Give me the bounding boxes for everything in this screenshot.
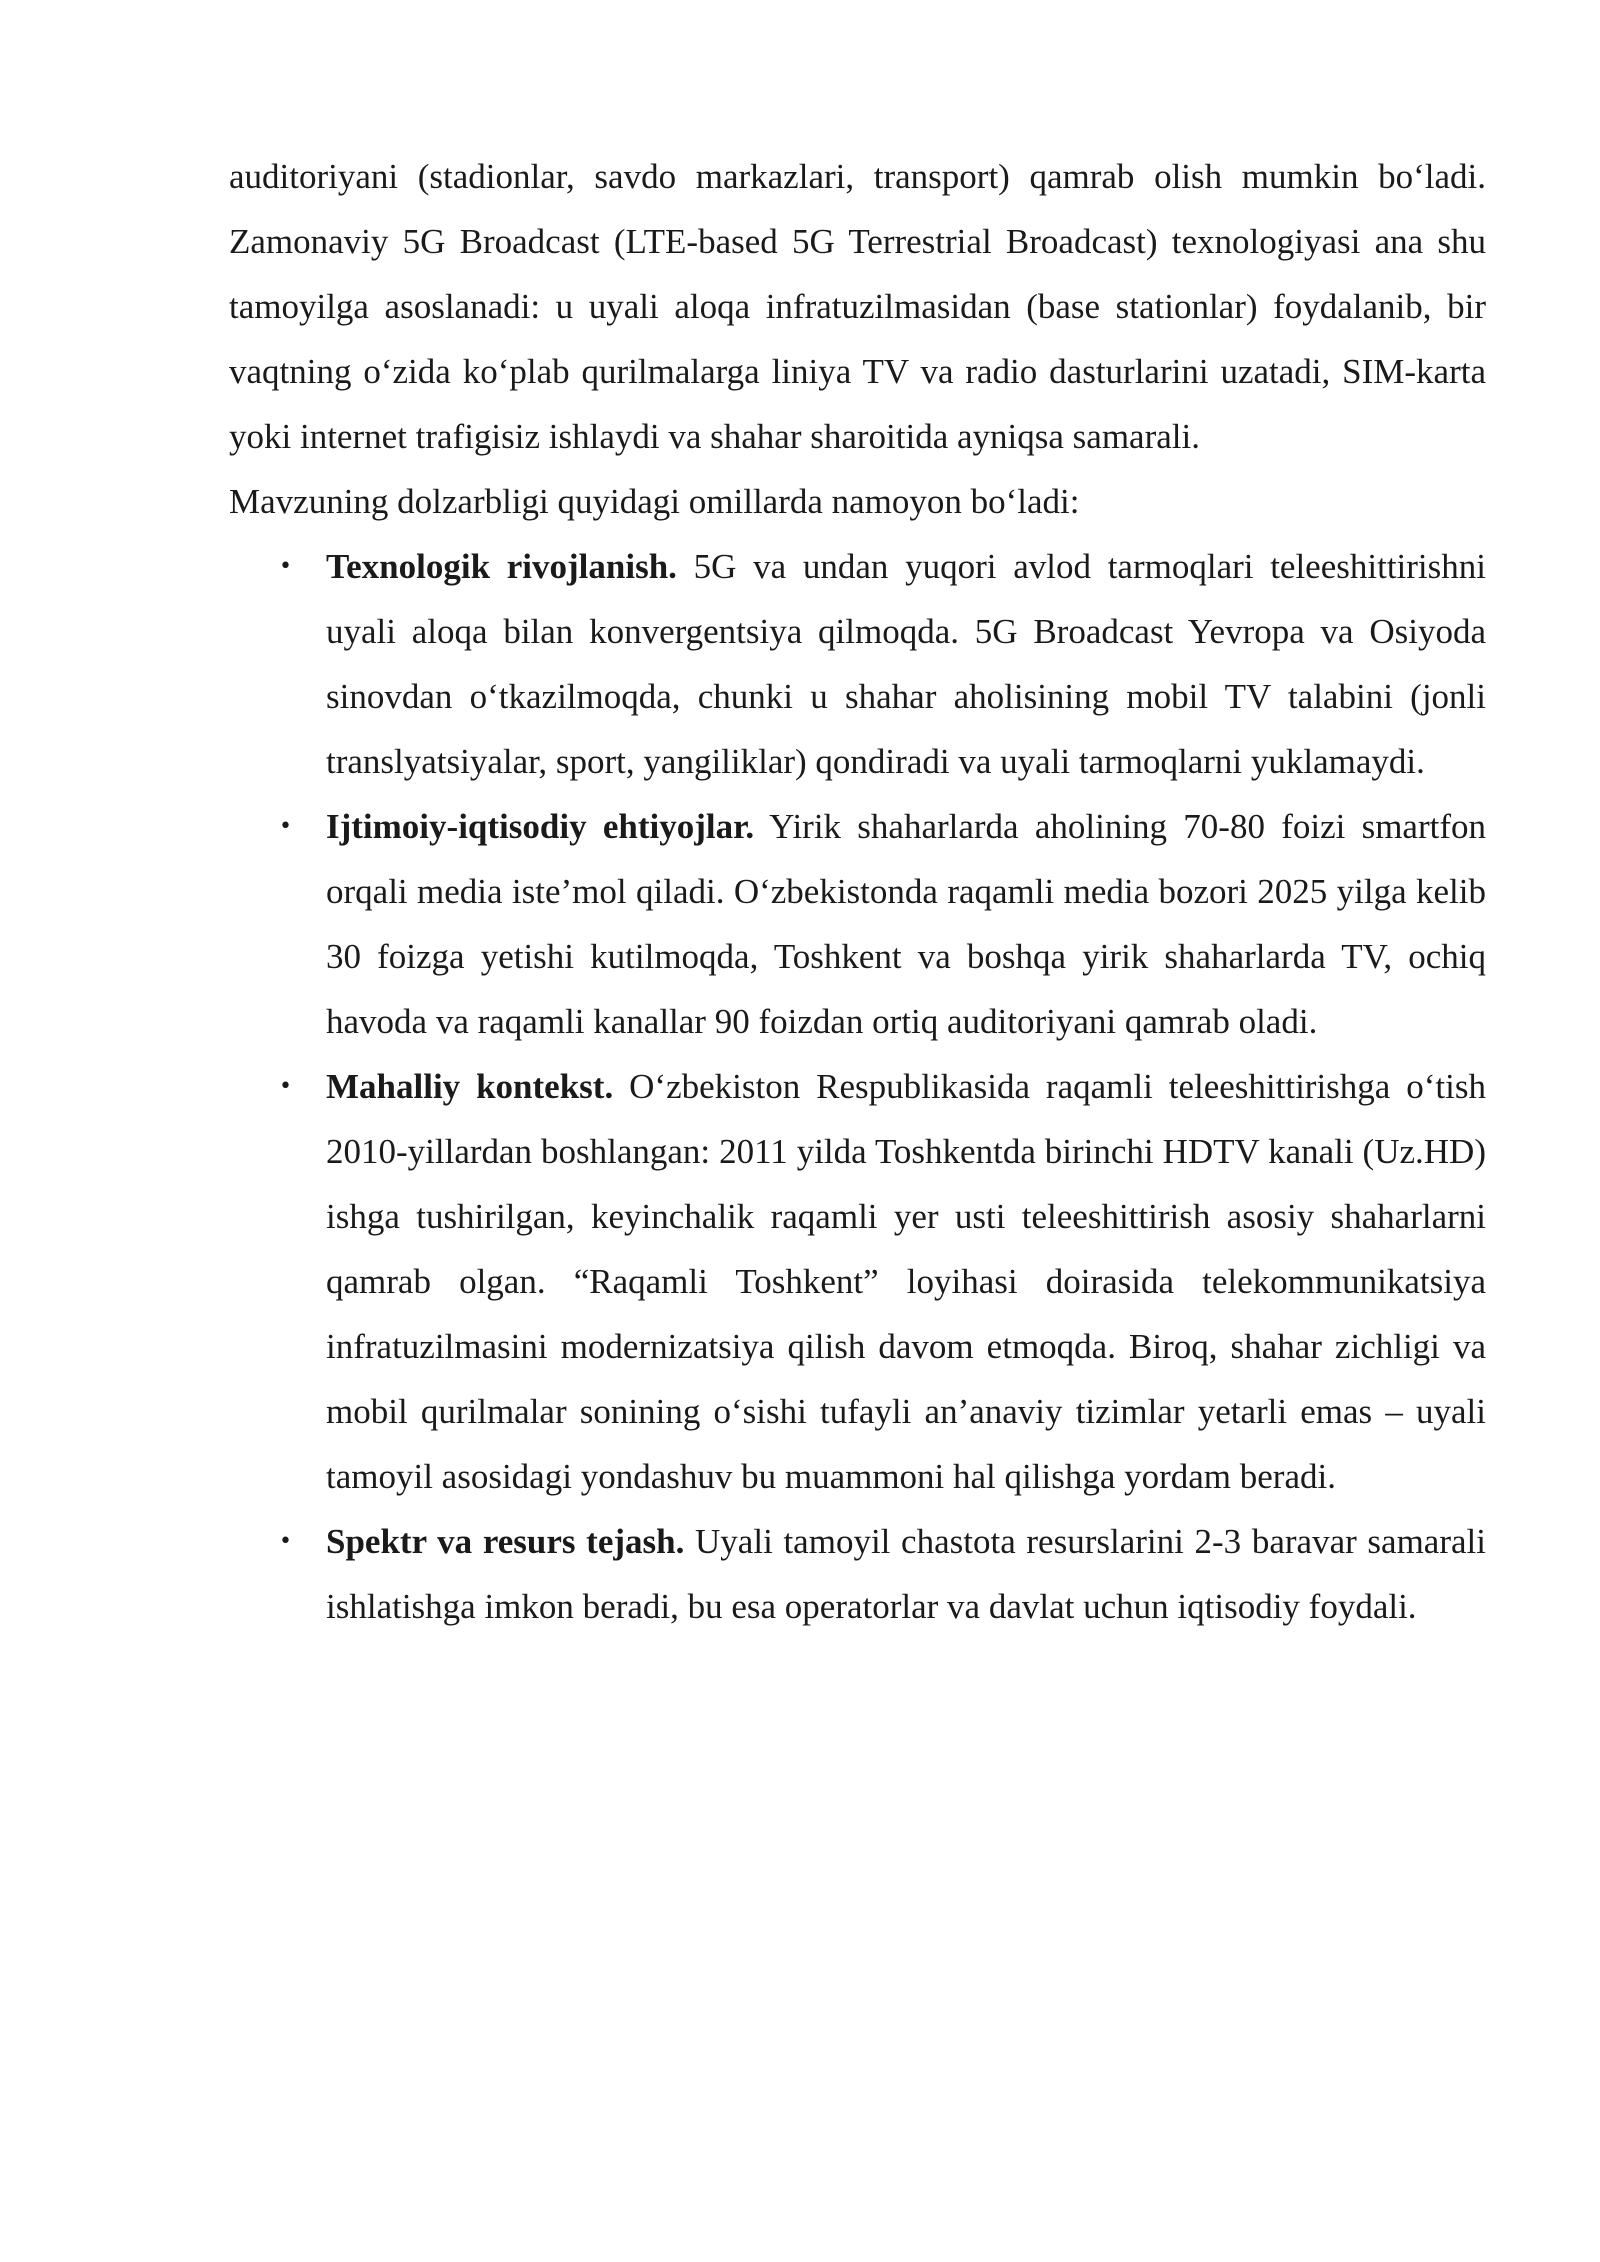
list-item-heading: Spektr va resurs tejash. [326, 1522, 685, 1561]
bullet-icon: • [279, 814, 292, 839]
bullet-icon: • [279, 1074, 292, 1099]
list-item-text: Uyali tamoyil chastota resurslarini 2-3 baravar samarali ishlatishga imkon beradi, bu esa operatorlar va davlat uchun iqtisodiy foydali. [326, 1522, 1486, 1626]
list-item-heading: Mahalliy kontekst. [326, 1067, 614, 1106]
list-item [229, 1054, 1486, 1509]
list-item-heading: Texnologik rivojlanish. [326, 547, 677, 586]
list-item [229, 1509, 1486, 1639]
list-item-text: 5G va undan yuqori avlod tarmoqlari teleeshittirishni uyali aloqa bilan konvergentsiya qilmoqda. 5G Broadcast Yevropa va Osiyoda sinovdan o‘tkazilmoqda, chunki u shahar aholisining mobil TV talabini (jonli translyatsiyalar, sport, yangiliklar) qondiradi va uyali tarmoqlarni yuklamaydi. [326, 547, 1486, 781]
list-item [229, 534, 1486, 794]
bullet-icon: • [279, 554, 292, 579]
list-item-text: Yirik shaharlarda aholining 70-80 foizi smartfon orqali media iste’mol qiladi. O‘zbekistonda raqamli media bozori 2025 yilga kelib 30 foizga yetishi kutilmoqda, Toshkent va boshqa yirik shaharlarda TV, ochiq havoda va raqamli kanallar 90 foizdan ortiq auditoriyani qamrab oladi. [326, 807, 1487, 1041]
list-item-text: O‘zbekiston Respublikasida raqamli teleeshittirishga o‘tish 2010-yillardan boshlangan: 2011 yilda Toshkentda birinchi HDTV kanali (Uz.HD) ishga tushirilgan, keyinchalik raqamli yer usti teleeshittirish asosiy shaharlarni qamrab olgan. “Raqamli Toshkent” loyihasi doirasida telekommunikatsiya infratuzilmasini modernizatsiya qilish davom etmoqda. Biroq, shahar zichligi va mobil qurilmalar sonining o‘sishi tufayli an’anaviy tizimlar yetarli emas – uyali tamoyil asosidagi yondashuv bu muammoni hal qilishga yordam beradi. [326, 1067, 1486, 1496]
document-body [229, 144, 1486, 1639]
list-item-heading: Ijtimoiy-iqtisodiy ehtiyojlar. [326, 807, 755, 846]
relevance-lead-paragraph: Mavzuning dolzarbligi quyidagi omillarda namoyon bo‘ladi: [229, 482, 1080, 521]
list-item [229, 794, 1486, 1054]
intro-paragraph: auditoriyani (stadionlar, savdo markazlari, transport) qamrab olish mumkin bo‘ladi. Zamonaviy 5G Broadcast (LTE-based 5G Terrestrial Broadcast) texnologiyasi ana shu tamoyilga asoslanadi: u uyali aloqa infratuzilmasidan (base stationlar) foydalanib, bir vaqtning o‘zida ko‘plab qurilmalarga liniya TV va radio dasturlarini uzatadi, SIM-karta yoki internet trafigisiz ishlaydi va shahar sharoitida ayniqsa samarali. [229, 157, 1486, 456]
bullet-icon: • [279, 1529, 292, 1554]
relevance-factors-list [229, 534, 1486, 1639]
